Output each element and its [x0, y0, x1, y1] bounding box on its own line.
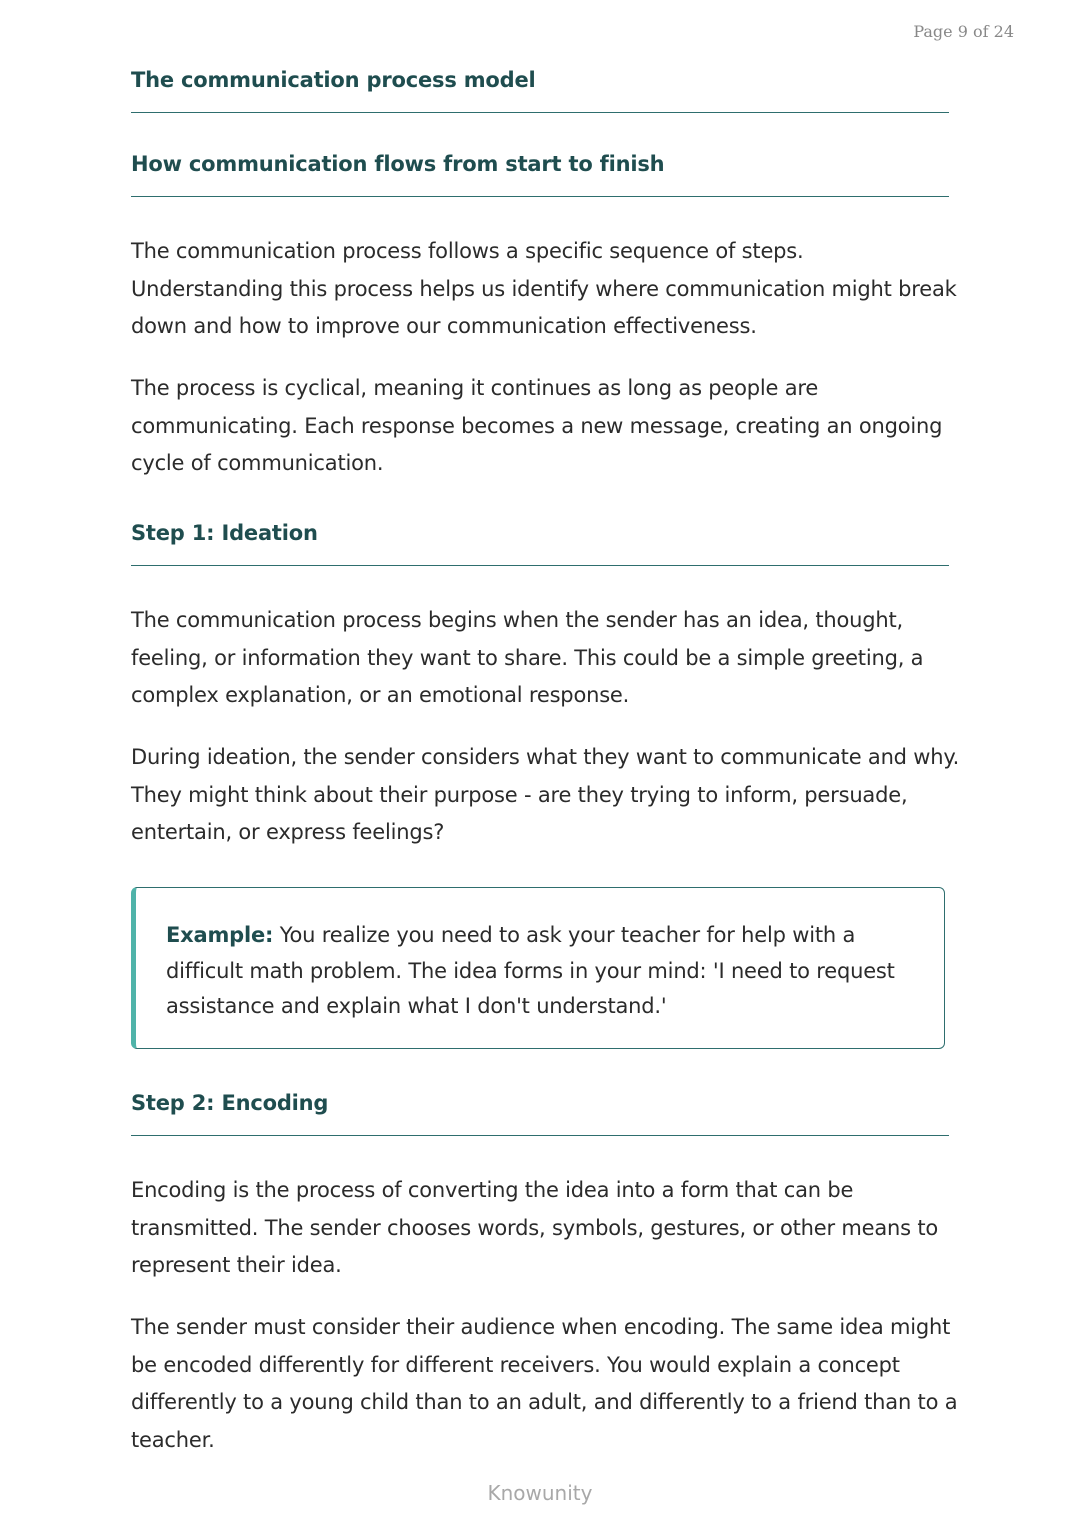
example-label: Example: [166, 923, 274, 947]
step1-paragraph-1: The communication process begins when the sender has an idea, thought, feeling, or information they want to share. This could be a simple greeting, a complex explanation, or an emotional response. [131, 608, 924, 708]
step2-paragraph-2: The sender must consider their audience when encoding. The same idea might be encoded differently for different receivers. You would explain a concept differently to a young child than to an adult, and differently to a friend than to a teacher. [131, 1315, 958, 1452]
page-title: The communication process model [131, 68, 536, 92]
step1-paragraph-2: During ideation, the sender considers what they want to communicate and why. They might think about their purpose - are they trying to inform, persuade, entertain, or express feelings? [131, 745, 960, 845]
example-callout [131, 887, 945, 1049]
footer-brand: Knowunity [487, 1481, 593, 1505]
step1-divider [131, 565, 949, 566]
title-divider [131, 112, 949, 113]
example-body: You realize you need to ask your teacher for help with a difficult math problem. The idea forms in your mind: 'I need to request assistance and explain what I don't understand.' [166, 923, 895, 1018]
page-number: Page 9 of 24 [913, 22, 1014, 41]
intro-paragraph-1: The communication process follows a specific sequence of steps. Understanding this process helps us identify where communication might break down and how to improve our communication effectiveness. [131, 239, 957, 339]
intro-paragraph-2: The process is cyclical, meaning it continues as long as people are communicating. Each response becomes a new message, creating an ongoing cycle of communication. [131, 376, 943, 476]
step1-heading: Step 1: Ideation [131, 521, 318, 545]
example-text [166, 918, 926, 1025]
subtitle-divider [131, 196, 949, 197]
step2-paragraph-1: Encoding is the process of converting the idea into a form that can be transmitted. The sender chooses words, symbols, gestures, or other means to represent their idea. [131, 1178, 939, 1278]
page-subtitle: How communication flows from start to finish [131, 152, 665, 176]
step2-divider [131, 1135, 949, 1136]
step2-heading: Step 2: Encoding [131, 1091, 329, 1115]
